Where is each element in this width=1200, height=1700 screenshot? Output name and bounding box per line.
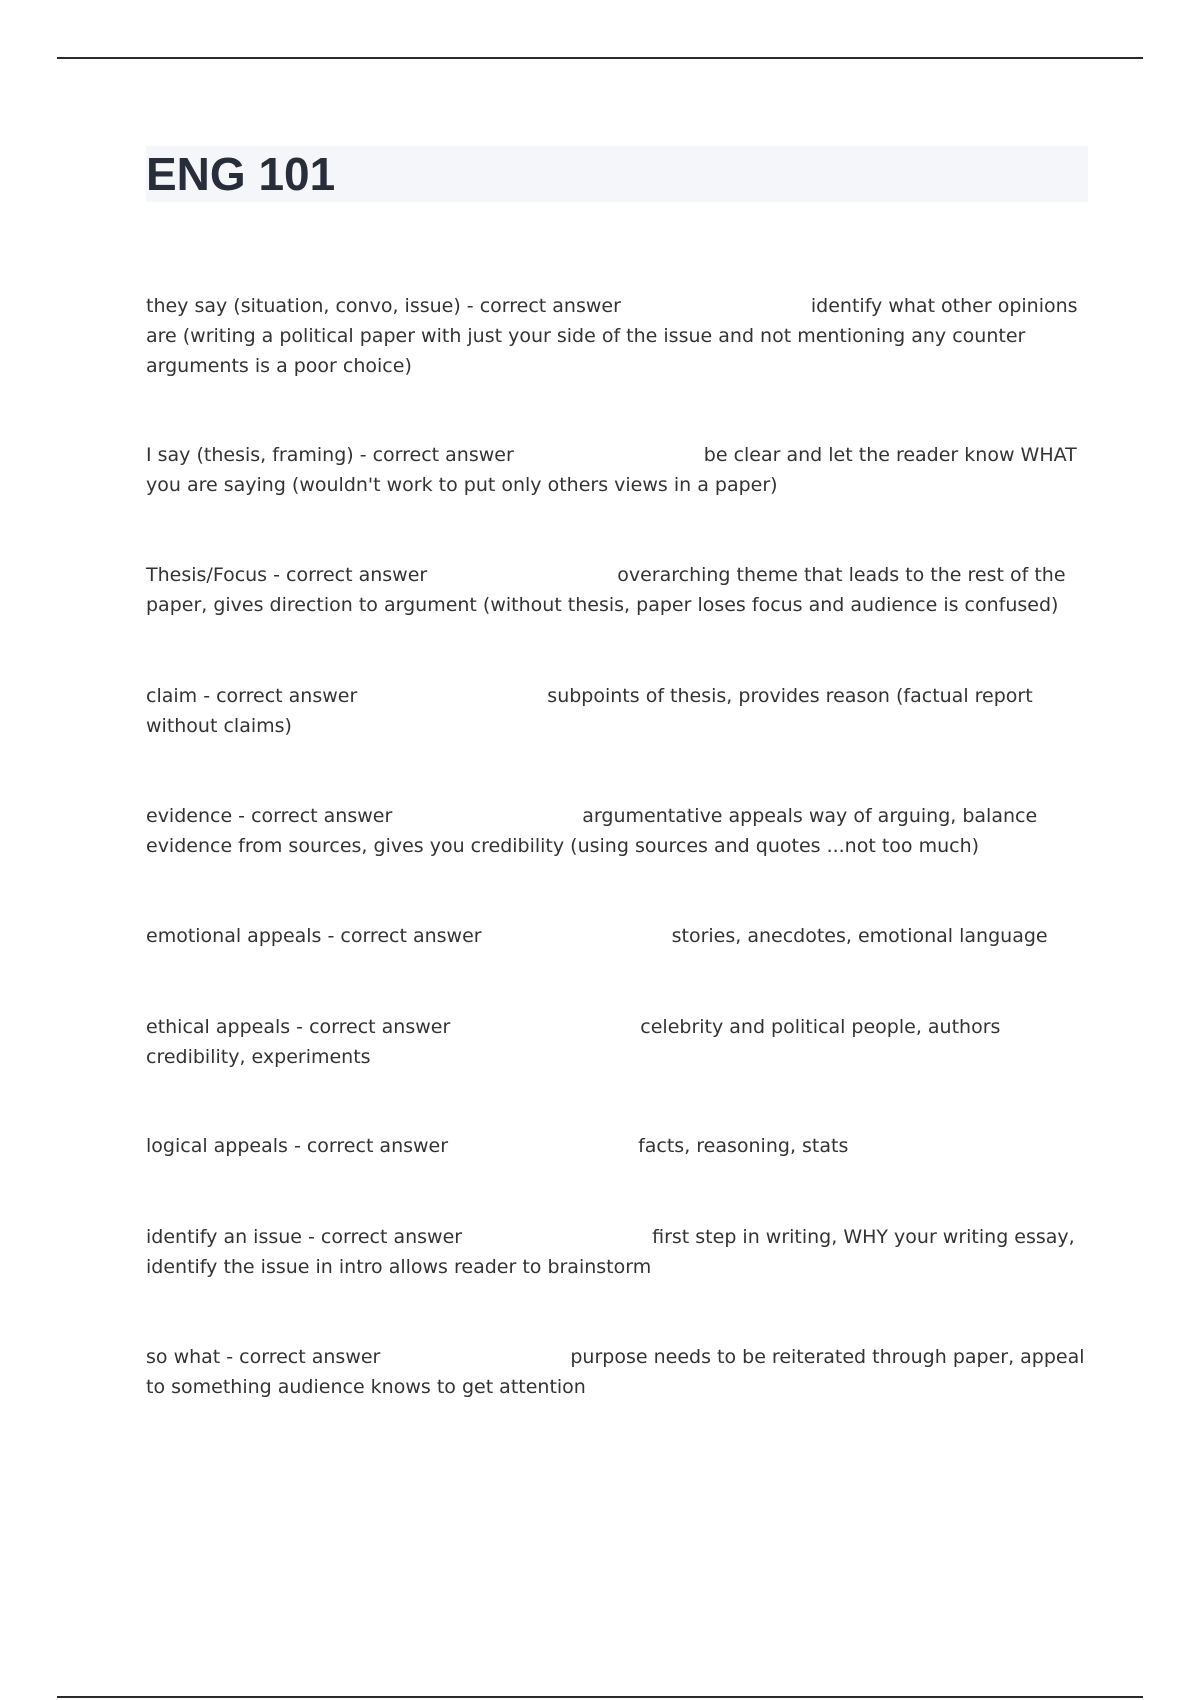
flashcard-definition: identify what other opinions are (writing a political paper with just your side of the issue and not mentioning any counter arguments is a poor choice)	[146, 295, 1078, 377]
bottom-rule	[57, 1696, 1143, 1698]
flashcard-entry	[146, 440, 1088, 500]
flashcard-term: they say (situation, convo, issue) - correct answer	[146, 295, 621, 317]
flashcard-entry	[146, 560, 1088, 620]
flashcard-entry	[146, 1131, 848, 1161]
flashcard-term: evidence - correct answer	[146, 805, 393, 827]
flashcard-term: Thesis/Focus - correct answer	[146, 564, 428, 586]
flashcard-definition: first step in writing, WHY your writing essay, identify the issue in intro allows reader to brainstorm	[146, 1226, 1075, 1278]
flashcard-entry	[146, 921, 1048, 951]
flashcard-term: claim - correct answer	[146, 685, 358, 707]
flashcard-definition: subpoints of thesis, provides reason (factual report without claims)	[146, 685, 1033, 737]
flashcard-term: identify an issue - correct answer	[146, 1226, 463, 1248]
flashcard-entry	[146, 291, 1088, 381]
flashcard-term: emotional appeals - correct answer	[146, 925, 482, 947]
flashcard-term: I say (thesis, framing) - correct answer	[146, 444, 514, 466]
flashcard-term: ethical appeals - correct answer	[146, 1016, 451, 1038]
flashcard-entry	[146, 1222, 1088, 1282]
page-title: ENG 101	[146, 148, 336, 200]
flashcard-definition: celebrity and political people, authors credibility, experiments	[146, 1016, 1001, 1068]
flashcard-term: so what - correct answer	[146, 1346, 381, 1368]
flashcard-entry	[146, 681, 1088, 741]
flashcard-definition: purpose needs to be reiterated through paper, appeal to something audience knows to get attention	[146, 1346, 1085, 1398]
flashcard-entry	[146, 1342, 1088, 1402]
flashcard-definition: overarching theme that leads to the rest of the paper, gives direction to argument (without thesis, paper loses focus and audience is confused)	[146, 564, 1066, 616]
top-rule	[57, 57, 1143, 59]
flashcard-definition: argumentative appeals way of arguing, balance evidence from sources, gives you credibility (using sources and quotes ...not too much)	[146, 805, 1038, 857]
flashcard-entry	[146, 1012, 1088, 1072]
flashcard-definition: facts, reasoning, stats	[638, 1135, 849, 1157]
flashcard-definition: be clear and let the reader know WHAT you are saying (wouldn't work to put only others views in a paper)	[146, 444, 1077, 496]
flashcard-term: logical appeals - correct answer	[146, 1135, 449, 1157]
flashcard-entry	[146, 801, 1088, 861]
flashcard-definition: stories, anecdotes, emotional language	[671, 925, 1048, 947]
